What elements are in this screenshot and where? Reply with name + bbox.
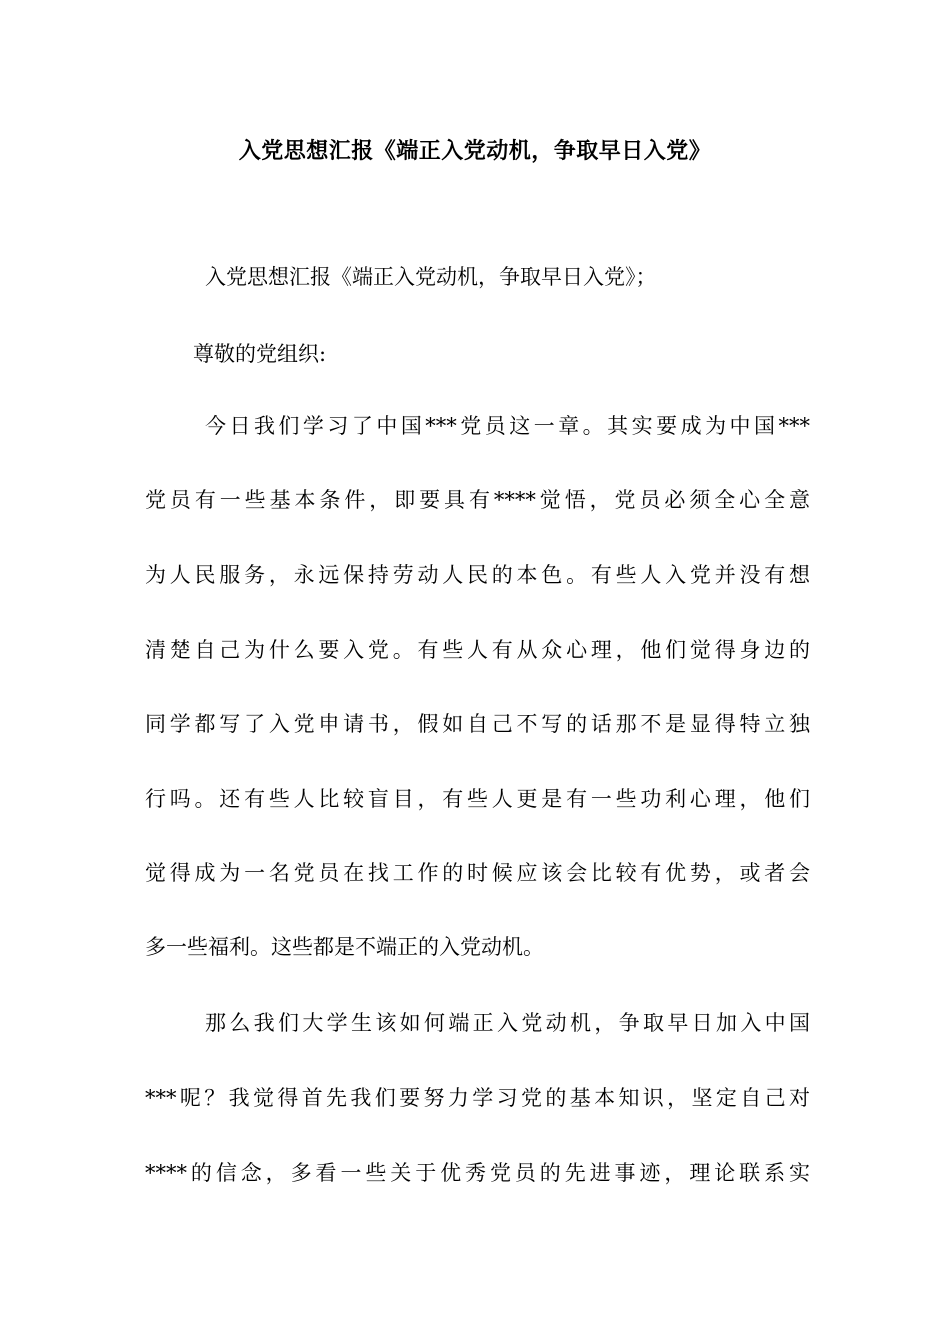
paragraph-1-line-1: 今日我们学习了中国***党员这一章。其实要成为中国*** bbox=[205, 414, 810, 438]
paragraph-1-line-8: 多一些福利。这些都是不端正的入党动机。 bbox=[145, 935, 544, 959]
paragraph-1-line-2: 党员有一些基本条件，即要具有****觉悟，党员必须全心全意 bbox=[145, 488, 810, 512]
salutation: 尊敬的党组织: bbox=[193, 342, 327, 366]
paragraph-1-line-3: 为人民服务，永远保持劳动人民的本色。有些人入党并没有想 bbox=[145, 563, 810, 587]
paragraph-1-line-4: 清楚自己为什么要入党。有些人有从众心理，他们觉得身边的 bbox=[145, 638, 810, 662]
paragraph-1-line-7: 觉得成为一名党员在找工作的时候应该会比较有优势，或者会 bbox=[145, 861, 810, 885]
subtitle-line: 入党思想汇报《端正入党动机，争取早日入党》； bbox=[205, 265, 657, 289]
paragraph-2-line-1: 那么我们大学生该如何端正入党动机，争取早日加入中国 bbox=[205, 1011, 810, 1035]
paragraph-2-line-2: ***呢？我觉得首先我们要努力学习党的基本知识，坚定自己对 bbox=[145, 1086, 810, 1110]
paragraph-1-line-5: 同学都写了入党申请书，假如自己不写的话那不是显得特立独 bbox=[145, 712, 810, 736]
paragraph-1-line-6: 行吗。还有些人比较盲目，有些人更是有一些功利心理，他们 bbox=[145, 787, 810, 811]
paragraph-2-line-3: ****的信念，多看一些关于优秀党员的先进事迹，理论联系实 bbox=[145, 1161, 810, 1185]
document-title: 入党思想汇报《端正入党动机，争取早日入党》 bbox=[238, 138, 712, 164]
